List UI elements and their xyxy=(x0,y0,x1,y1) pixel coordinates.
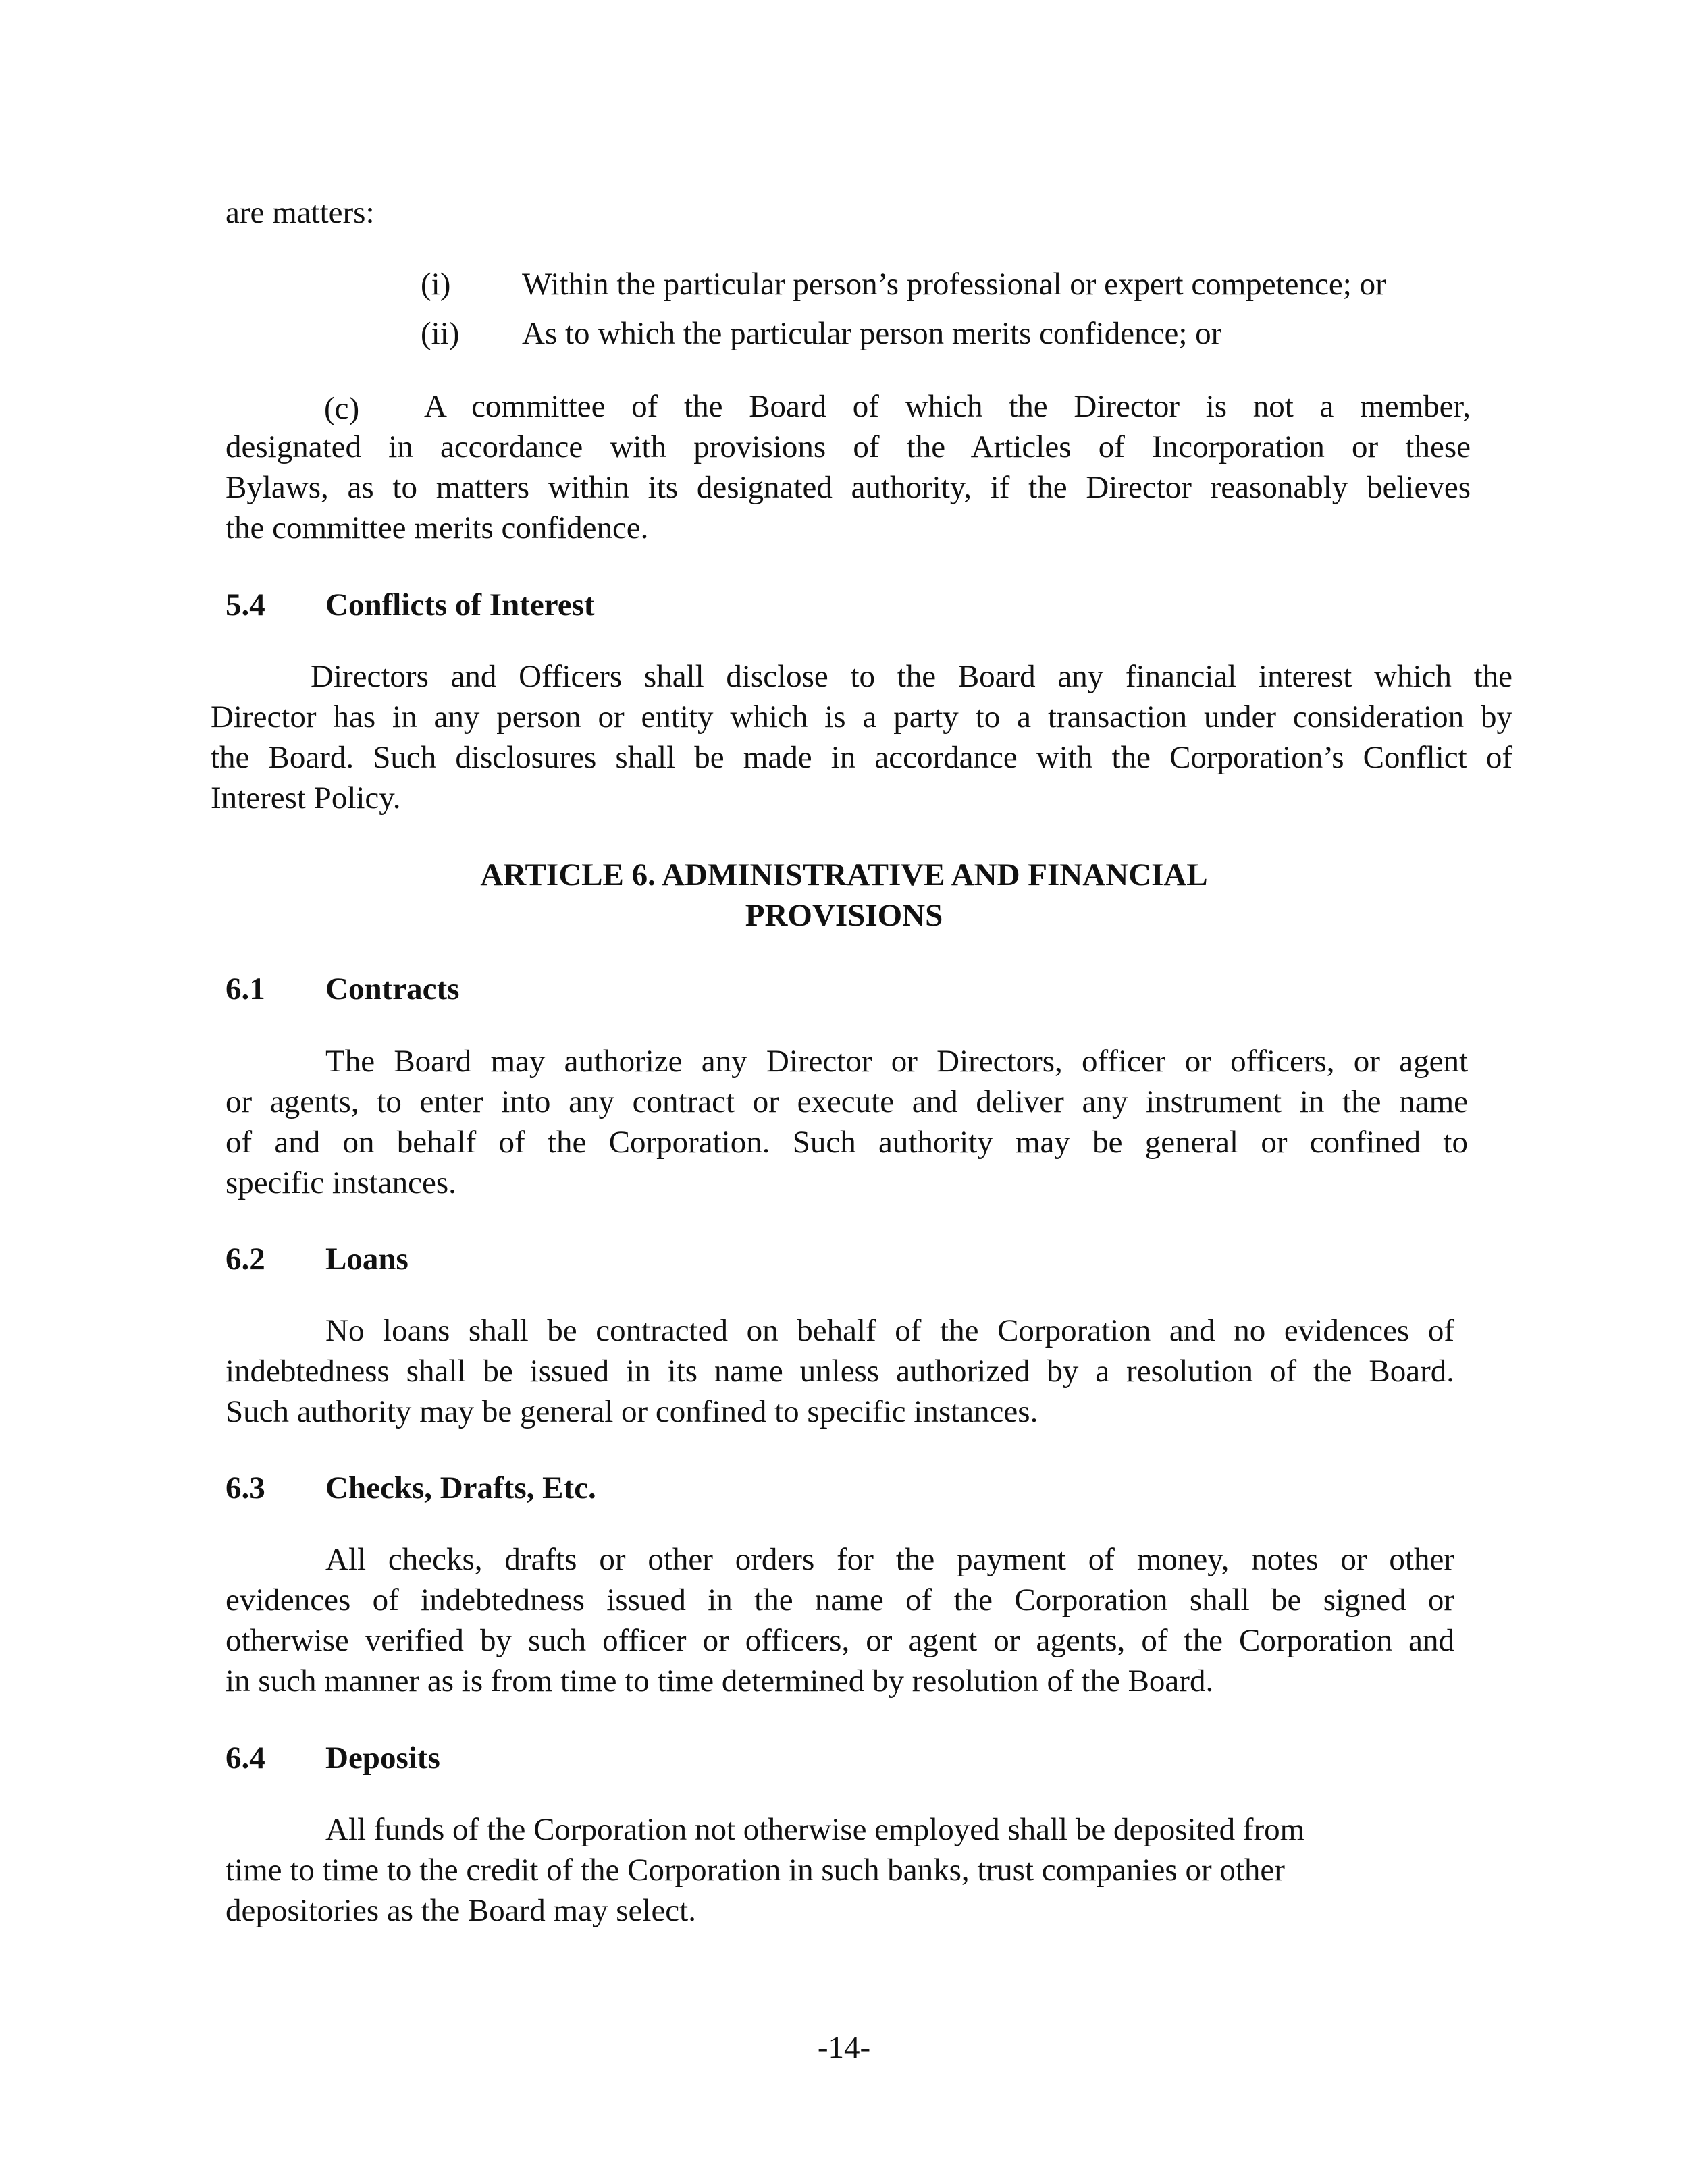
section-number: 5.4 xyxy=(226,587,265,622)
section-6-3-line-2: evidences of indebtedness issued in the name of the Corporation shall be signed or xyxy=(226,1582,1454,1618)
section-5-4-line-1: Directors and Officers shall disclose to the Board any financial interest which the xyxy=(311,659,1512,694)
section-5-4-line-4: Interest Policy. xyxy=(211,780,401,816)
article-title-line-1: ARTICLE 6. ADMINISTRATIVE AND FINANCIAL xyxy=(480,857,1208,893)
section-number: 6.1 xyxy=(226,971,265,1007)
list-item-text: Within the particular person’s professional or expert competence; or xyxy=(522,267,1386,302)
section-5-4-line-2: Director has in any person or entity which is a party to a transaction under consideration by xyxy=(211,699,1512,735)
section-title: Contracts xyxy=(325,971,460,1007)
section-6-2-line-1: No loans shall be contracted on behalf of the Corporation and no evidences of xyxy=(325,1313,1454,1348)
section-number: 6.4 xyxy=(226,1740,265,1776)
intro-text: are matters: xyxy=(226,195,375,230)
section-6-1-line-2: or agents, to enter into any contract or execute and deliver any instrument in the name xyxy=(226,1084,1468,1119)
section-number: 6.3 xyxy=(226,1470,265,1506)
section-6-3-line-3: otherwise verified by such officer or officers, or agent or agents, of the Corporation and xyxy=(226,1623,1454,1658)
item-c-line-3: Bylaws, as to matters within its designated authority, if the Director reasonably believes xyxy=(226,470,1471,505)
page-number: -14- xyxy=(817,2030,871,2065)
section-title: Checks, Drafts, Etc. xyxy=(325,1470,596,1506)
list-item-text: As to which the particular person merits confidence; or xyxy=(522,316,1222,351)
item-c-line-1: A committee of the Board of which the Director is not a member, xyxy=(424,389,1471,424)
section-6-3-line-1: All checks, drafts or other orders for the payment of money, notes or other xyxy=(325,1542,1454,1577)
item-c-line-4: the committee merits confidence. xyxy=(226,510,649,545)
section-6-2-line-3: Such authority may be general or confined to specific instances. xyxy=(226,1394,1038,1429)
section-6-2-line-2: indebtedness shall be issued in its name unless authorized by a resolution of the Board. xyxy=(226,1354,1454,1389)
section-title: Loans xyxy=(325,1242,408,1277)
section-number: 6.2 xyxy=(226,1242,265,1277)
section-6-3-line-4: in such manner as is from time to time determined by resolution of the Board. xyxy=(226,1663,1214,1699)
section-title: Conflicts of Interest xyxy=(325,587,595,622)
list-marker: (ii) xyxy=(421,316,460,351)
item-c-marker: (c) xyxy=(324,391,360,426)
section-title: Deposits xyxy=(325,1740,440,1776)
section-6-4-line-1: All funds of the Corporation not otherwise employed shall be deposited from xyxy=(325,1812,1305,1847)
section-6-1-line-3: of and on behalf of the Corporation. Such authority may be general or confined to xyxy=(226,1125,1468,1160)
section-6-1-line-4: specific instances. xyxy=(226,1165,456,1200)
list-marker: (i) xyxy=(421,267,451,302)
section-6-4-line-3: depositories as the Board may select. xyxy=(226,1893,696,1928)
section-6-1-line-1: The Board may authorize any Director or Directors, officer or officers, or agent xyxy=(325,1044,1468,1079)
article-title-line-2: PROVISIONS xyxy=(745,898,943,933)
section-5-4-line-3: the Board. Such disclosures shall be made in accordance with the Corporation’s Conflict of xyxy=(211,740,1512,775)
section-6-4-line-2: time to time to the credit of the Corporation in such banks, trust companies or other xyxy=(226,1853,1285,1888)
item-c-line-2: designated in accordance with provisions of the Articles of Incorporation or these xyxy=(226,429,1471,464)
